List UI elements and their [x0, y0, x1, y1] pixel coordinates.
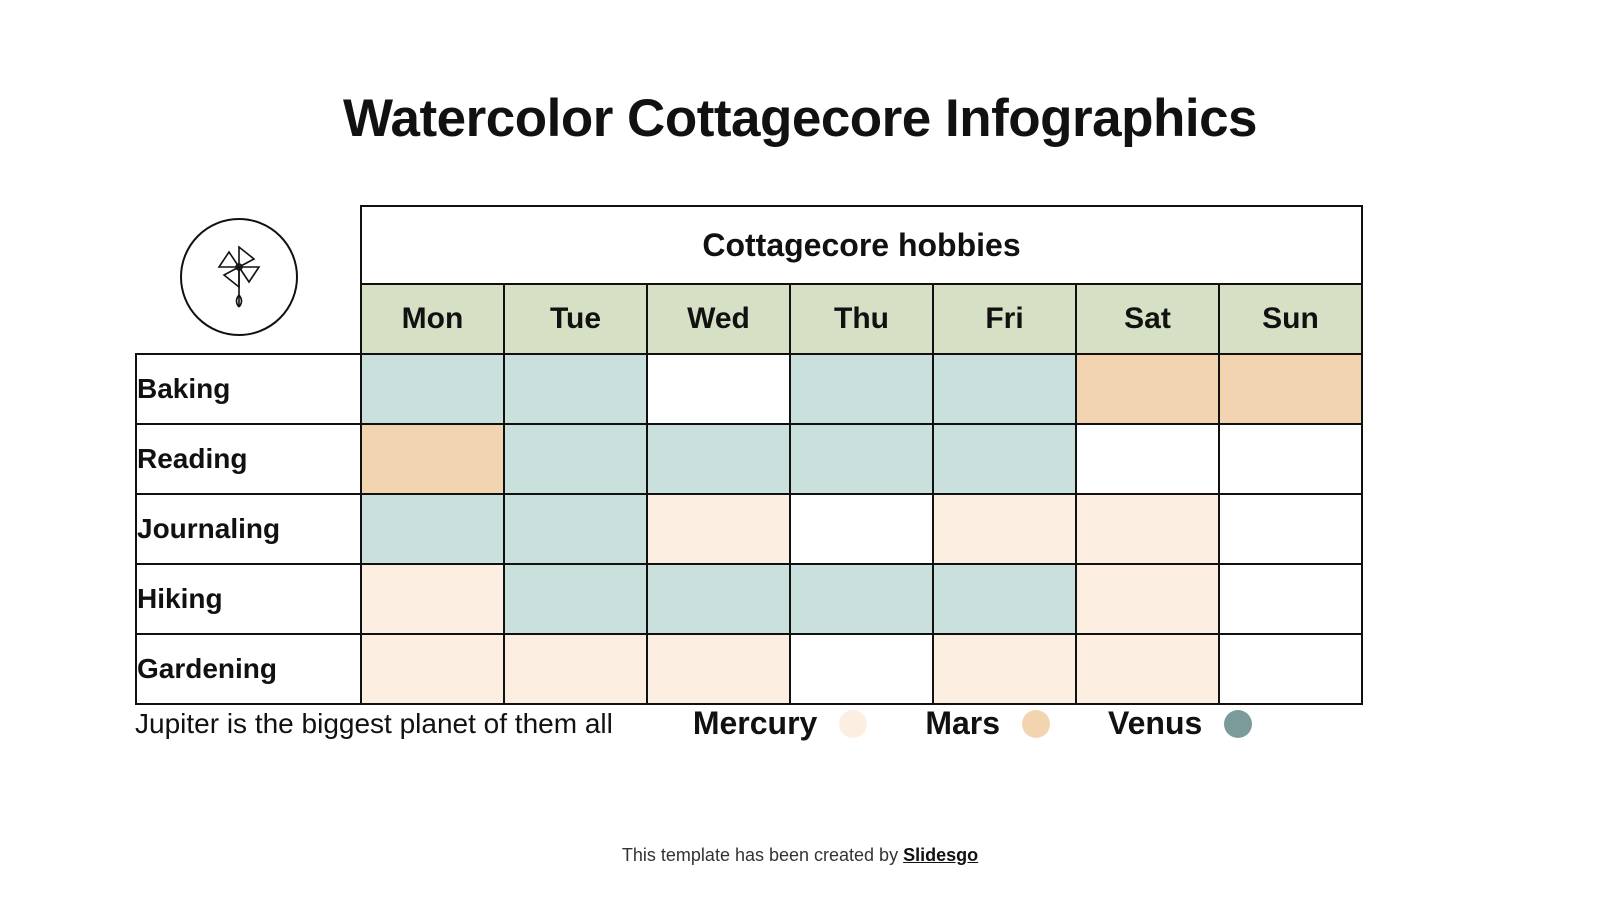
cell-reading-sat[interactable] — [1076, 424, 1219, 494]
row-label-gardening: Gardening — [136, 634, 361, 704]
cell-journaling-mon[interactable] — [361, 494, 504, 564]
cell-hiking-mon[interactable] — [361, 564, 504, 634]
legend-color-dot — [1022, 710, 1050, 738]
cell-baking-thu[interactable] — [790, 354, 933, 424]
legend-color-dot — [1224, 710, 1252, 738]
cell-reading-fri[interactable] — [933, 424, 1076, 494]
table-row — [136, 354, 1362, 424]
table-row — [136, 494, 1362, 564]
legend-item-mercury — [693, 705, 868, 742]
legend-note: Jupiter is the biggest planet of them all — [135, 707, 613, 739]
table-row — [136, 424, 1362, 494]
cell-baking-sat[interactable] — [1076, 354, 1219, 424]
cell-journaling-thu[interactable] — [790, 494, 933, 564]
cell-hiking-tue[interactable] — [504, 564, 647, 634]
cell-reading-tue[interactable] — [504, 424, 647, 494]
hobbies-table — [135, 205, 1363, 705]
legend-color-dot — [839, 710, 867, 738]
cell-gardening-tue[interactable] — [504, 634, 647, 704]
cell-gardening-mon[interactable] — [361, 634, 504, 704]
cell-baking-sun[interactable] — [1219, 354, 1362, 424]
cell-hiking-sun[interactable] — [1219, 564, 1362, 634]
cell-hiking-fri[interactable] — [933, 564, 1076, 634]
day-header-mon: Mon — [361, 284, 504, 354]
cell-baking-mon[interactable] — [361, 354, 504, 424]
day-header-sat: Sat — [1076, 284, 1219, 354]
cell-journaling-sun[interactable] — [1219, 494, 1362, 564]
cell-journaling-wed[interactable] — [647, 494, 790, 564]
day-header-tue: Tue — [504, 284, 647, 354]
day-header-thu: Thu — [790, 284, 933, 354]
table-row — [136, 564, 1362, 634]
footer-text: This template has been created by — [621, 845, 904, 865]
legend — [135, 705, 1465, 742]
legend-item-mars — [925, 705, 1050, 742]
legend-item-venus — [1108, 705, 1252, 742]
row-label-journaling: Journaling — [136, 494, 361, 564]
table-row — [136, 634, 1362, 704]
table-corner-spacer-2 — [136, 284, 361, 354]
cell-hiking-sat[interactable] — [1076, 564, 1219, 634]
cell-baking-fri[interactable] — [933, 354, 1076, 424]
row-label-hiking: Hiking — [136, 564, 361, 634]
cell-journaling-sat[interactable] — [1076, 494, 1219, 564]
cell-reading-sun[interactable] — [1219, 424, 1362, 494]
page-title: Watercolor Cottagecore Infographics — [342, 89, 1258, 148]
cell-journaling-tue[interactable] — [504, 494, 647, 564]
day-header-wed: Wed — [647, 284, 790, 354]
cell-reading-mon[interactable] — [361, 424, 504, 494]
cell-journaling-fri[interactable] — [933, 494, 1076, 564]
cell-hiking-thu[interactable] — [790, 564, 933, 634]
day-header-sun: Sun — [1219, 284, 1362, 354]
legend-label: Venus — [1108, 705, 1203, 741]
day-header-fri: Fri — [933, 284, 1076, 354]
cell-reading-wed[interactable] — [647, 424, 790, 494]
slidesgo-link[interactable]: Slidesgo — [903, 845, 979, 865]
legend-label: Mercury — [692, 705, 818, 741]
legend-label: Mars — [925, 705, 1001, 741]
row-label-reading: Reading — [136, 424, 361, 494]
cell-gardening-fri[interactable] — [933, 634, 1076, 704]
row-label-baking: Baking — [136, 354, 361, 424]
cell-hiking-wed[interactable] — [647, 564, 790, 634]
cell-gardening-wed[interactable] — [647, 634, 790, 704]
cell-baking-wed[interactable] — [647, 354, 790, 424]
cell-gardening-sun[interactable] — [1219, 634, 1362, 704]
cell-gardening-thu[interactable] — [790, 634, 933, 704]
table-header-title: Cottagecore hobbies — [361, 206, 1362, 284]
footer — [0, 845, 1600, 866]
cell-reading-thu[interactable] — [790, 424, 933, 494]
cell-gardening-sat[interactable] — [1076, 634, 1219, 704]
cell-baking-tue[interactable] — [504, 354, 647, 424]
table-corner-spacer — [136, 206, 361, 284]
legend-items — [693, 705, 1252, 742]
